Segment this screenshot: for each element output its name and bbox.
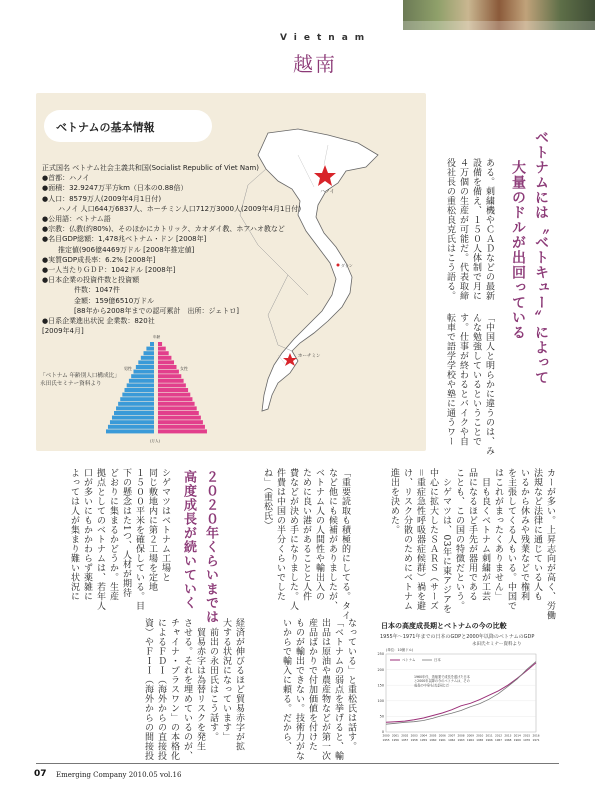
chart-annotation: と2000年以降の今のベトナムは、その bbox=[414, 679, 470, 684]
country-name-jp: 越南 bbox=[293, 52, 337, 76]
article-column: なっている」と重松氏は話す。 bbox=[346, 618, 356, 751]
x-tick-label-japan: 1971 bbox=[532, 738, 540, 742]
fact-line: ●実質GDP成長率：6.2% [2008年] bbox=[42, 255, 156, 264]
article-column: カーが多い。上昇志向が高く、労働 bbox=[545, 468, 555, 620]
pyramid-bar-female bbox=[158, 397, 192, 401]
article-column: はこれがまったくありません」 bbox=[493, 468, 503, 601]
chart-annotation: 成長の中身もほぼ同じだ bbox=[414, 683, 450, 688]
article-column: ４万個の生産が可能だ。代表取締 bbox=[458, 158, 468, 301]
x-tick-label-vietnam: 2015 bbox=[523, 733, 531, 738]
article-column: シゲマツは、03年に東アジアを bbox=[441, 468, 451, 614]
pyramid-bar-female bbox=[158, 416, 201, 420]
x-tick-label-japan: 1966 bbox=[485, 738, 493, 742]
pyramid-bar-male bbox=[108, 425, 154, 429]
x-tick-label-japan: 1964 bbox=[466, 738, 474, 742]
x-tick-label-vietnam: 2005 bbox=[429, 733, 437, 738]
article-column: 品になるほど手先が器用である bbox=[467, 468, 477, 601]
article-column: す。仕事が終わるとバイクや自 bbox=[458, 313, 468, 446]
x-tick-label-japan: 1955 bbox=[382, 738, 390, 742]
article-column: 経済が伸びるほど貿易赤字が拡 bbox=[234, 618, 244, 751]
y-tick-label: 200 bbox=[377, 667, 384, 672]
fact-line: 推定値(906億4469万ドル [2008年推定値] bbox=[58, 245, 195, 254]
pyramid-bar-male bbox=[116, 406, 154, 410]
pyramid-bar-male bbox=[136, 365, 154, 369]
page-number: 07 bbox=[34, 769, 47, 779]
pyramid-bar-female bbox=[158, 420, 203, 424]
facts-list bbox=[42, 163, 332, 336]
article-column: 前出の永田氏はこう話す。 bbox=[208, 618, 218, 742]
article-column: ものが輸出できない。技術力がな bbox=[294, 618, 304, 761]
article-column: 同じ敷地内に第２工場を定地 bbox=[147, 468, 157, 592]
gdp-comparison-chart bbox=[364, 640, 542, 750]
chart-annotation: 1960年代、造船業で成長を遂げた日本 bbox=[414, 675, 470, 679]
x-tick-label-vietnam: 2002 bbox=[401, 733, 409, 738]
population-pyramid bbox=[100, 332, 212, 444]
pyramid-bar-female bbox=[158, 402, 195, 406]
x-tick-label-vietnam: 2006 bbox=[438, 733, 446, 738]
article-column: け、リスク分散のためにベトナム bbox=[402, 468, 412, 611]
article-column: 出品は原油や農産物などが第一次 bbox=[320, 618, 330, 761]
y-tick-label: 100 bbox=[377, 699, 384, 703]
x-tick-label-vietnam: 2007 bbox=[448, 733, 456, 738]
headline-line-2: 大量のドルが出回っている bbox=[510, 160, 526, 340]
article-column: 設備を備え、１５０人体制で月に bbox=[471, 158, 481, 301]
pyramid-bar-female bbox=[158, 347, 166, 351]
pyramid-bar-female bbox=[158, 370, 179, 374]
x-tick-label-vietnam: 2009 bbox=[466, 733, 474, 738]
pyramid-bar-male bbox=[138, 360, 154, 364]
fact-line: ●人口：8579万人(2009年4月1日付) bbox=[42, 194, 162, 203]
article-column: 下の懸念はた1つ、人材が期待 bbox=[121, 468, 131, 598]
fact-line: 件数：1047件 bbox=[74, 286, 120, 295]
x-tick-label-japan: 1970 bbox=[523, 738, 531, 742]
pyramid-female-label: 女性 bbox=[180, 366, 188, 371]
fact-line: [2009年4月] bbox=[42, 327, 84, 336]
article-column: 貿易赤字は為替リスクを発生 bbox=[195, 618, 205, 751]
pyramid-bar-female bbox=[158, 383, 186, 387]
x-tick-label-vietnam: 2008 bbox=[457, 733, 465, 738]
article-column: 産品ばかりで付加価値を付けた bbox=[307, 618, 317, 751]
fact-line: ハノイ 人口644万6837人、ホーチミン人口712万3000人(2009年4月1日付) bbox=[58, 204, 302, 213]
pyramid-caption-source: 永田氏セミナー資料より bbox=[40, 381, 102, 387]
article-column: 中心に拡大したＳＡＲＳ（サーズ bbox=[428, 468, 438, 611]
pyramid-bar-male bbox=[129, 379, 154, 383]
info-title: ベトナムの基本情報 bbox=[56, 121, 155, 134]
article-column: させる。それを埋めているのが、 bbox=[182, 618, 192, 761]
x-tick-label-japan: 1957 bbox=[401, 738, 409, 742]
article-column: チャイナ・プラスワン」の本格化 bbox=[169, 618, 179, 761]
pyramid-bar-female bbox=[158, 374, 181, 378]
article-column: 法規など法律に通じている人も bbox=[532, 468, 542, 601]
legend-label-vietnam: ベトナム bbox=[402, 658, 416, 663]
fact-line: 金額：159億6510万ドル bbox=[74, 296, 155, 305]
fact-line: ●首都：ハノイ bbox=[42, 174, 90, 183]
article-column: どおりに集まるかどうか。生産 bbox=[108, 468, 118, 601]
article-column: 「ベトナムの弱点を挙げると、輸 bbox=[333, 618, 343, 761]
pyramid-caption-title: 「ベトナム 年齢別人口構成比」 bbox=[40, 373, 120, 379]
pyramid-bar-female bbox=[158, 342, 162, 346]
article-column: いるから休みや残業などで権利 bbox=[519, 468, 529, 601]
article-column: 件費は中国の半分くらいでした bbox=[275, 468, 285, 601]
x-tick-label-vietnam: 2010 bbox=[476, 733, 484, 738]
pyramid-bar-female bbox=[158, 356, 171, 360]
article-column: 費などが決め手になりました。人 bbox=[288, 468, 298, 611]
pyramid-bar-female bbox=[158, 388, 188, 392]
article-column: 口が多いにもかかわらず薬雑に bbox=[82, 468, 92, 601]
article-column: 資）やＦＩＩ（海外からの間接投 bbox=[143, 618, 153, 761]
x-tick-label-japan: 1963 bbox=[457, 738, 465, 742]
chart-source: 永田氏セミナー資料より bbox=[472, 642, 522, 647]
header-photo-strip bbox=[403, 0, 595, 30]
article-column: 転車で語学学校や塾に通うワー bbox=[445, 313, 455, 446]
fact-line: ●面積：32.9247万平方km（日本の0.88倍） bbox=[42, 184, 188, 193]
pyramid-age-label: 年齢 bbox=[153, 335, 161, 339]
pyramid-bar-male bbox=[146, 347, 154, 351]
x-tick-label-vietnam: 2000 bbox=[382, 733, 390, 738]
pyramid-male-label: 男性 bbox=[124, 366, 132, 371]
article-column: 目も良くベトナム刺繍が工芸 bbox=[480, 468, 490, 601]
chart-subtitle: 1955年〜1971年までの日本のGDPと2000年以降のベトナムのGDP bbox=[380, 634, 535, 640]
x-tick-label-vietnam: 2012 bbox=[494, 733, 503, 738]
y-tick-label: 150 bbox=[377, 683, 384, 688]
article-column: を主張してくる人もいる。中国で bbox=[506, 468, 516, 611]
x-tick-label-japan: 1968 bbox=[504, 738, 512, 742]
pyramid-bar-female bbox=[158, 351, 169, 355]
fact-line: [88年から2008年までの認可累計 出所：ジェトロ] bbox=[74, 306, 240, 315]
pyramid-bar-male bbox=[131, 374, 154, 378]
fact-line: ●公用語：ベトナム語 bbox=[42, 215, 111, 224]
x-tick-label-vietnam: 2004 bbox=[419, 733, 428, 738]
pyramid-bar-male bbox=[127, 383, 154, 387]
country-name-en: Vietnam bbox=[280, 33, 372, 43]
article-column: 拠点としてのベトナムは、若年人 bbox=[95, 468, 105, 611]
x-tick-label-japan: 1961 bbox=[438, 738, 446, 742]
map-label-danang: ダナン bbox=[341, 263, 353, 268]
pyramid-bar-male bbox=[114, 411, 154, 415]
article-column: １５００平米を確保している。目 bbox=[134, 468, 144, 611]
subhead-line-2: 高度成長が続いていく bbox=[181, 470, 196, 610]
article-column: など他にも候補がありましたが、 bbox=[327, 468, 337, 611]
pyramid-bar-male bbox=[118, 402, 154, 406]
article-column: ＝重症急性呼吸器症候群）禍を避 bbox=[415, 468, 425, 611]
footer-divider bbox=[36, 763, 559, 764]
x-tick-label-japan: 1969 bbox=[513, 738, 521, 742]
fact-line: ●宗教：仏教(約80%)、そのほかにカトリック、カオダイ教、ホアハオ教など bbox=[42, 225, 285, 234]
chart-title: 日本の高度成長期とベトナムの今の比較 bbox=[381, 622, 507, 630]
x-tick-label-japan: 1960 bbox=[429, 738, 437, 742]
pyramid-unit-label: (万人) bbox=[150, 439, 160, 443]
article-column: によるＦＤＩ（海外からの直接投 bbox=[156, 618, 166, 761]
fact-line: ●日本企業の投資件数と投資額 bbox=[42, 276, 140, 285]
article-column: 「重要読取も積極的にしてる。タイ bbox=[340, 468, 350, 620]
article-column: 大する状況になっています」 bbox=[221, 618, 231, 742]
pyramid-bar-female bbox=[158, 425, 205, 429]
pyramid-bar-male bbox=[133, 370, 154, 374]
article-column: 進出を決めた。 bbox=[389, 468, 399, 535]
article-column: ために良い港があることと人件 bbox=[301, 468, 311, 601]
article-column: ことも、この国の特徴だという。 bbox=[454, 468, 464, 611]
article-column: ね」（重松氏） bbox=[262, 468, 272, 530]
article-column: んな勉強しているということで bbox=[471, 313, 481, 446]
pyramid-bar-female bbox=[158, 360, 174, 364]
pyramid-bar-male bbox=[125, 388, 154, 392]
x-tick-label-vietnam: 2003 bbox=[410, 733, 418, 738]
fact-line: ●日系企業進出状況 企業数：820社 bbox=[42, 317, 155, 326]
x-tick-label-japan: 1967 bbox=[494, 738, 503, 742]
article-column: 役社長の重松良克氏はこう語る。 bbox=[445, 158, 455, 301]
x-tick-label-japan: 1965 bbox=[476, 738, 484, 742]
pyramid-bar-female bbox=[158, 379, 184, 383]
fact-line: ●名目GDP総額：1,478兆ベトナム・ドン [2008年] bbox=[42, 235, 207, 244]
x-tick-label-japan: 1959 bbox=[419, 738, 428, 742]
x-tick-label-japan: 1958 bbox=[410, 738, 418, 742]
article-column: よっては人が集まり難い状況に bbox=[69, 468, 79, 601]
y-tick-label: 0 bbox=[381, 730, 384, 735]
pyramid-bar-male bbox=[122, 393, 154, 397]
pyramid-bar-female bbox=[158, 429, 207, 433]
map-label-hochiminh: ホーチミン bbox=[298, 354, 321, 359]
article-column: 「中国人と明らかに違うのは、み bbox=[484, 313, 494, 456]
pyramid-bar-male bbox=[150, 342, 154, 346]
pyramid-bar-female bbox=[158, 411, 199, 415]
x-tick-label-vietnam: 2013 bbox=[504, 733, 512, 738]
pyramid-bar-male bbox=[141, 356, 154, 360]
x-tick-label-vietnam: 2001 bbox=[391, 733, 399, 738]
article-column: ある。刺繍機やＣＡＤなどの最新 bbox=[484, 158, 494, 301]
pyramid-bar-female bbox=[158, 406, 197, 410]
x-tick-label-vietnam: 2011 bbox=[485, 733, 493, 738]
y-tick-label: 50 bbox=[379, 714, 384, 719]
article-column: ベトナム人の人間性や輸出入の bbox=[314, 468, 324, 601]
article-column: シゲマツはベトナム工場と bbox=[160, 468, 170, 582]
pyramid-bar-male bbox=[110, 420, 154, 424]
pyramid-bar-male bbox=[112, 416, 154, 420]
pyramid-bar-male bbox=[120, 397, 154, 401]
fact-line: 正式国名 ベトナム社会主義共和国(Socialist Republic of Viet Nam) bbox=[42, 164, 259, 172]
fact-line: ●一人当たりＧＤＰ：1042ドル [2008年] bbox=[42, 266, 176, 275]
legend-label-japan: 日本 bbox=[434, 658, 441, 663]
map-label-hanoi: ハノイ bbox=[320, 189, 335, 195]
pyramid-bar-male bbox=[106, 429, 154, 433]
pyramid-bar-female bbox=[158, 393, 190, 397]
x-tick-label-japan: 1962 bbox=[448, 738, 456, 742]
x-tick-label-japan: 1956 bbox=[391, 738, 399, 742]
x-tick-label-vietnam: 2014 bbox=[513, 733, 521, 738]
pyramid-bar-female bbox=[158, 365, 177, 369]
magazine-name: Emerging Company 2010.05 vol.16 bbox=[56, 771, 182, 779]
subhead-line-1: ２０２０年くらいまでは bbox=[203, 470, 218, 624]
pyramid-bar-male bbox=[144, 351, 154, 355]
danang-dot bbox=[337, 264, 340, 267]
article-column: いからで輸入に頼る。だから、 bbox=[281, 618, 291, 751]
y-axis-label: (単位：10億ドル) bbox=[386, 648, 414, 652]
y-tick-label: 250 bbox=[377, 652, 384, 657]
x-tick-label-vietnam: 2016 bbox=[532, 733, 540, 738]
headline-line-1: ベトナムには〝ベトキュー〟によって bbox=[533, 130, 549, 385]
